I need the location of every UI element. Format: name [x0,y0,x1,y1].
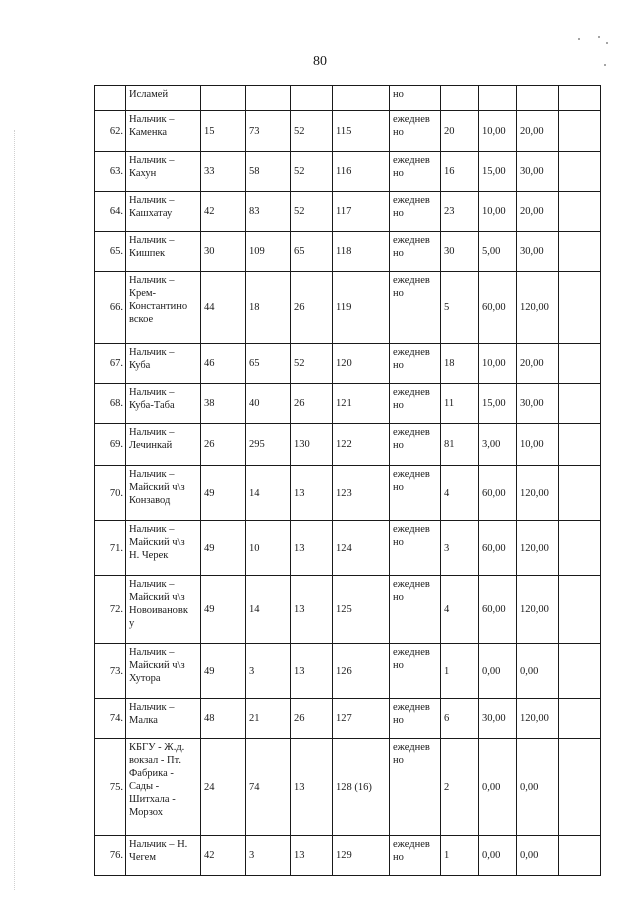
cell-frequency: но [390,86,441,111]
cell-c1: 49 [201,521,246,576]
cell-c2: 109 [246,232,291,272]
table-row [95,192,601,232]
cell-c7: 0,00 [517,739,559,836]
cell-empty [559,836,601,876]
cell-empty [559,232,601,272]
cell-route [126,644,201,699]
route-line: Нальчик – [129,275,175,286]
cell-c4: 123 [333,466,390,521]
cell-c7: 120,00 [517,272,559,344]
cell-frequency [390,836,441,876]
cell-c1: 44 [201,272,246,344]
frequency-line: ежеднев [393,387,430,398]
frequency-line: но [393,127,404,138]
route-line: Кахун [129,168,157,179]
cell-empty [559,384,601,424]
cell-empty [559,272,601,344]
cell-c3: 52 [291,152,333,192]
cell-c4: 115 [333,111,390,152]
cell-frequency [390,152,441,192]
cell-empty [559,521,601,576]
table-row [95,466,601,521]
cell-route [126,384,201,424]
cell-c5: 4 [441,466,479,521]
margin-scan-marks [14,130,16,890]
cell-c6: 15,00 [479,384,517,424]
routes-table [94,85,601,876]
cell-route [126,576,201,644]
route-line: КБГУ - Ж.д. [129,742,185,753]
route-line: Малка [129,715,158,726]
cell-c4: 128 (16) [333,739,390,836]
route-line: у [129,618,135,629]
route-line: Кишпек [129,248,166,259]
cell-empty [559,576,601,644]
cell-c4: 118 [333,232,390,272]
route-line: Конзавод [129,495,171,506]
cell-c4: 126 [333,644,390,699]
cell-c6: 10,00 [479,192,517,232]
route-line: Майский ч\з [129,537,185,548]
cell-c3: 13 [291,576,333,644]
frequency-line: ежеднев [393,702,430,713]
cell-c6: 10,00 [479,111,517,152]
table-row [95,576,601,644]
frequency-line: ежеднев [393,235,430,246]
cell-empty [559,111,601,152]
frequency-line: ежеднев [393,155,430,166]
cell-route [126,699,201,739]
route-line: Нальчик – [129,524,175,535]
cell-c7: 0,00 [517,644,559,699]
route-line: Куба [129,360,151,371]
cell-c5: 2 [441,739,479,836]
cell-c4: 129 [333,836,390,876]
frequency-line: но [393,715,404,726]
cell-c1: 33 [201,152,246,192]
cell-c2: 3 [246,644,291,699]
route-line: Майский ч\з [129,592,185,603]
cell-c6: 60,00 [479,272,517,344]
cell-num: 65. [95,232,126,272]
cell-route [126,152,201,192]
cell-num: 66. [95,272,126,344]
cell-c7: 20,00 [517,111,559,152]
cell-c4: 127 [333,699,390,739]
cell-num: 76. [95,836,126,876]
route-line: Нальчик – [129,579,175,590]
route-line: Кашхатау [129,208,173,219]
cell-c4: 116 [333,152,390,192]
cell-c1: 30 [201,232,246,272]
cell-frequency [390,384,441,424]
cell-c5: 3 [441,521,479,576]
cell-route [126,272,201,344]
cell-num: 62. [95,111,126,152]
table-row [95,152,601,192]
scan-speck [578,38,580,40]
cell-num: 68. [95,384,126,424]
frequency-line: но [393,537,404,548]
route-line: Сады - [129,781,160,792]
scan-speck [598,36,600,38]
cell-empty [559,699,601,739]
route-line: Нальчик – [129,155,175,166]
cell-route [126,232,201,272]
frequency-line: ежеднев [393,839,430,850]
table-row [95,86,601,111]
cell-num: 74. [95,699,126,739]
cell-c4: 125 [333,576,390,644]
cell-c1: 24 [201,739,246,836]
cell-c6: 10,00 [479,344,517,384]
cell-empty [559,424,601,466]
cell-c5: 23 [441,192,479,232]
cell-c1: 26 [201,424,246,466]
route-line: Новоивановк [129,605,188,616]
route-line: Майский ч\з [129,482,185,493]
cell-route [126,466,201,521]
cell-c1: 42 [201,836,246,876]
route-line: вокзал - Пт. [129,755,181,766]
route-line: Нальчик – [129,195,175,206]
route-line: Хутора [129,673,161,684]
cell-frequency [390,344,441,384]
frequency-line: ежеднев [393,347,430,358]
cell-c7: 120,00 [517,521,559,576]
cell-c1: 42 [201,192,246,232]
cell-c2: 3 [246,836,291,876]
cell-num: 69. [95,424,126,466]
route-line: Каменка [129,127,168,138]
cell-frequency [390,232,441,272]
cell-num: 67. [95,344,126,384]
cell-frequency [390,576,441,644]
cell-num: 73. [95,644,126,699]
cell-num [95,86,126,111]
cell-c6: 60,00 [479,521,517,576]
cell-c1: 46 [201,344,246,384]
frequency-line: ежеднев [393,275,430,286]
route-line: Нальчик – Н. [129,839,188,850]
cell-route [126,424,201,466]
cell-frequency [390,111,441,152]
route-line: Шитхала - [129,794,176,805]
frequency-line: ежеднев [393,579,430,590]
cell-route: Исламей [126,86,201,111]
cell-c1: 49 [201,644,246,699]
cell-c3: 13 [291,739,333,836]
cell-c7: 20,00 [517,192,559,232]
cell-c7: 120,00 [517,699,559,739]
table-row [95,424,601,466]
route-line: Нальчик – [129,235,175,246]
cell-route [126,836,201,876]
route-line: Нальчик – [129,347,175,358]
cell-num: 75. [95,739,126,836]
cell-route [126,111,201,152]
table-row [95,836,601,876]
table-row [95,644,601,699]
cell-frequency [390,424,441,466]
cell-c1: 49 [201,466,246,521]
cell-frequency [390,272,441,344]
cell-c5: 18 [441,344,479,384]
frequency-line: но [393,360,404,371]
cell-c4: 117 [333,192,390,232]
cell-empty [559,466,601,521]
scan-speck [606,42,608,44]
cell-c3: 26 [291,272,333,344]
frequency-line: но [393,248,404,259]
frequency-line: ежеднев [393,195,430,206]
frequency-line: ежеднев [393,647,430,658]
table-row [95,384,601,424]
cell-frequency [390,739,441,836]
page-number: 80 [313,54,327,69]
cell-route [126,521,201,576]
cell-empty [559,739,601,836]
cell-c5: 1 [441,836,479,876]
cell-empty [559,644,601,699]
cell-frequency [390,644,441,699]
cell-c2: 14 [246,576,291,644]
cell-c7: 120,00 [517,576,559,644]
frequency-line: но [393,400,404,411]
cell-c2: 21 [246,699,291,739]
cell-frequency [390,466,441,521]
cell-c5: 11 [441,384,479,424]
cell-c2: 74 [246,739,291,836]
cell-c3: 26 [291,384,333,424]
frequency-line: но [393,482,404,493]
cell-c6: 5,00 [479,232,517,272]
frequency-line: ежеднев [393,742,430,753]
cell-c7: 30,00 [517,232,559,272]
cell-c7: 10,00 [517,424,559,466]
cell-c6: 30,00 [479,699,517,739]
table-row [95,739,601,836]
route-line: Морзох [129,807,164,818]
cell-c5: 30 [441,232,479,272]
cell-c2: 10 [246,521,291,576]
route-line: Фабрика - [129,768,174,779]
cell-route [126,739,201,836]
frequency-line: но [393,755,404,766]
cell-c6: 0,00 [479,644,517,699]
cell-c7: 120,00 [517,466,559,521]
route-line: Нальчик – [129,702,175,713]
cell-c4: 120 [333,344,390,384]
frequency-line: ежеднев [393,427,430,438]
frequency-line: ежеднев [393,524,430,535]
cell-c2: 73 [246,111,291,152]
cell-c2: 40 [246,384,291,424]
cell-c7: 30,00 [517,152,559,192]
cell-num: 71. [95,521,126,576]
cell-c6: 0,00 [479,739,517,836]
cell-c3: 26 [291,699,333,739]
cell-c6: 0,00 [479,836,517,876]
frequency-line: но [393,168,404,179]
cell-c3: 13 [291,466,333,521]
cell-frequency [390,192,441,232]
cell-c2: 14 [246,466,291,521]
route-line: вское [129,314,154,325]
cell-c5: 5 [441,272,479,344]
route-line: Нальчик – [129,114,175,125]
cell-c4: 119 [333,272,390,344]
cell-c5: 16 [441,152,479,192]
cell-c2: 18 [246,272,291,344]
cell-c5: 1 [441,644,479,699]
table-row [95,232,601,272]
frequency-line: но [393,288,404,299]
cell-c5: 6 [441,699,479,739]
cell-c3: 13 [291,836,333,876]
table-row [95,521,601,576]
cell-c7: 0,00 [517,836,559,876]
route-line: Нальчик – [129,469,175,480]
cell-c5: 81 [441,424,479,466]
cell-empty [559,152,601,192]
frequency-line: ежеднев [393,114,430,125]
scan-speck [604,64,606,66]
cell-c6: 60,00 [479,466,517,521]
cell-c1: 48 [201,699,246,739]
route-line: Лечинкай [129,440,173,451]
cell-c3: 65 [291,232,333,272]
cell-num: 64. [95,192,126,232]
route-line: Нальчик – [129,427,175,438]
cell-c6: 60,00 [479,576,517,644]
cell-route [126,344,201,384]
route-line: Куба-Таба [129,400,175,411]
cell-c3: 52 [291,111,333,152]
cell-empty [559,344,601,384]
frequency-line: но [393,208,404,219]
cell-c7: 30,00 [517,384,559,424]
frequency-line: но [393,660,404,671]
cell-c5: 4 [441,576,479,644]
table-row [95,699,601,739]
route-line: Н. Черек [129,550,169,561]
route-line: Нальчик – [129,647,175,658]
cell-num: 63. [95,152,126,192]
cell-empty [559,192,601,232]
cell-c2: 83 [246,192,291,232]
cell-frequency [390,699,441,739]
cell-frequency [390,521,441,576]
table-row [95,272,601,344]
route-line: Майский ч\з [129,660,185,671]
cell-c6: 15,00 [479,152,517,192]
cell-c4: 121 [333,384,390,424]
cell-c2: 58 [246,152,291,192]
cell-c2: 65 [246,344,291,384]
cell-num: 70. [95,466,126,521]
route-line: Чегем [129,852,156,863]
cell-c3: 52 [291,192,333,232]
frequency-line: но [393,592,404,603]
cell-c3: 130 [291,424,333,466]
cell-c1: 49 [201,576,246,644]
frequency-line: ежеднев [393,469,430,480]
cell-c1: 15 [201,111,246,152]
frequency-line: но [393,852,404,863]
cell-c7: 20,00 [517,344,559,384]
cell-c3: 13 [291,521,333,576]
cell-c4: 124 [333,521,390,576]
cell-c5: 20 [441,111,479,152]
table-row [95,111,601,152]
cell-c3: 52 [291,344,333,384]
table-row [95,344,601,384]
cell-c3: 13 [291,644,333,699]
cell-c2: 295 [246,424,291,466]
cell-route [126,192,201,232]
route-line: Нальчик – [129,387,175,398]
route-line: Константино [129,301,188,312]
cell-c1: 38 [201,384,246,424]
cell-c4: 122 [333,424,390,466]
cell-num: 72. [95,576,126,644]
route-line: Крем- [129,288,157,299]
cell-c6: 3,00 [479,424,517,466]
frequency-line: но [393,440,404,451]
